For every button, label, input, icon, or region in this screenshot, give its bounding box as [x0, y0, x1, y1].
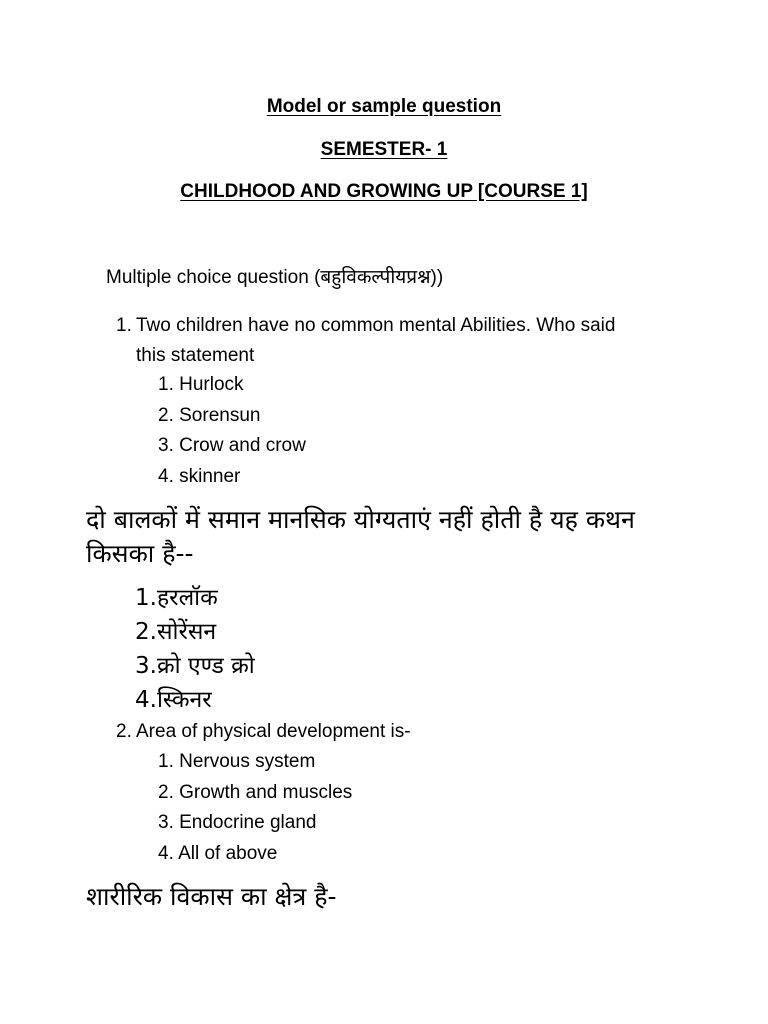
- semester-heading: SEMESTER- 1: [320, 139, 448, 160]
- question-number: 2.: [116, 721, 132, 742]
- option-item: 2. Growth and muscles: [158, 781, 353, 803]
- option-item: 4. All of above: [158, 843, 278, 865]
- hindi-option-item: 4.स्किनर: [135, 687, 212, 713]
- question-2-hindi: शारीरिक विकास का क्षेत्र है-: [86, 882, 337, 911]
- hindi-option-item: 1.हरलॉक: [135, 585, 218, 611]
- question-1-options: [158, 370, 306, 493]
- option-item: 4. skinner: [158, 466, 241, 488]
- question-text-line2: this statement: [136, 345, 255, 366]
- hindi-option-item: 3.क्रो एण्ड क्रो: [135, 653, 255, 679]
- question-text-line1: Two children have no common mental Abilities. Who said: [136, 315, 616, 336]
- option-item: 3. Crow and crow: [158, 435, 306, 457]
- question-1: [116, 311, 681, 371]
- option-item: 1. Hurlock: [158, 374, 244, 395]
- hindi-option-item: 2.सोरेंसन: [135, 619, 217, 645]
- document-title: Model or sample question: [266, 96, 502, 117]
- question-2-options: [158, 747, 352, 870]
- question-1-hindi-options: [135, 581, 255, 717]
- question-2: [116, 717, 681, 747]
- question-number: 1.: [116, 315, 132, 336]
- question-text-line1: Area of physical development is-: [136, 721, 411, 742]
- question-1-hindi: दो बालकों में समान मानसिक योग्यताएं नहीं होती है यह कथन किसका है--: [86, 505, 635, 568]
- course-heading: CHILDHOOD AND GROWING UP [COURSE 1]: [180, 181, 588, 202]
- option-item: 2. Sorensun: [158, 404, 261, 426]
- option-item: 3. Endocrine gland: [158, 812, 317, 834]
- section-label: Multiple choice question (बहुविकल्पीयप्रश्न)): [106, 267, 444, 288]
- option-item: 1. Nervous system: [158, 751, 316, 772]
